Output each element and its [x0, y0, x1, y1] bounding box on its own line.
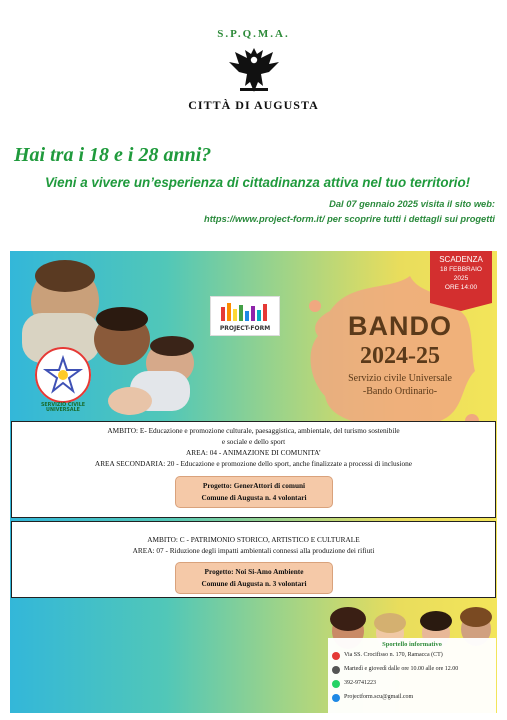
city-name: CITTÀ DI AUGUSTA [188, 98, 319, 112]
info-phone[interactable]: 392-9741223 [344, 680, 376, 686]
clock-icon [332, 666, 340, 674]
website-line[interactable]: https://www.project-form.it/ per scoprire tutti i dettagli sui progetti [204, 214, 495, 224]
project2-area: AREA: 07 - Riduzione degli impatti ambientali connessi alla produzione dei rifiuti [132, 546, 375, 555]
project1-pill [175, 476, 333, 508]
spqma-text: S.P.Q.M.A. [217, 28, 290, 40]
servizio-civile-logo [34, 346, 92, 404]
subheadline: Vieni a vivere un’esperienza di cittadinanza attiva nel tuo territorio! [45, 175, 471, 190]
date-line: Dal 07 gennaio 2025 visita il sito web: [329, 199, 495, 209]
bando-year: 2024-25 [360, 343, 440, 369]
project2-name: Progetto: Noi Si-Amo Ambiente [204, 567, 304, 576]
project-form-label: PROJECT-FORM [219, 325, 271, 332]
bando-poster [10, 251, 497, 713]
info-hours: Martedì e giovedì dalle ore 10.00 alle ore 12.00 [344, 666, 459, 672]
project1-line1: AMBITO: E- Educazione e promozione culturale, paesaggistica, ambientale, del turismo sostenibile [107, 426, 400, 435]
project2-box [11, 521, 496, 598]
headline: Hai tra i 18 e i 28 anni? [14, 144, 212, 166]
augusta-logo [0, 28, 507, 113]
scu-line2: -Bando Ordinario- [362, 386, 438, 397]
project1-area: AREA: 04 - ANIMAZIONE DI COMUNITA’ [185, 448, 321, 457]
project1-name: Progetto: GenerAttori di comuni [202, 481, 306, 490]
location-pin-icon [332, 652, 340, 660]
deadline-time: ORE 14:00 [444, 284, 478, 291]
project-form-logo [210, 296, 280, 336]
info-email[interactable]: Projectform.scu@gmail.com [344, 694, 414, 700]
deadline-date2: 2025 [453, 275, 469, 282]
project1-volunteers: Comune di Augusta n. 4 volontari [201, 493, 307, 502]
project2-volunteers: Comune di Augusta n. 3 volontari [201, 579, 307, 588]
eagle-icon [225, 42, 283, 96]
mail-icon [332, 694, 340, 702]
info-address: Via SS. Crocifisso n. 170, Ramacca (CT) [344, 652, 443, 658]
bars-icon [221, 301, 269, 321]
servizio-civile-text: SERVIZIO CIVILE UNIVERSALE [40, 403, 86, 413]
bando-title: BANDO [348, 311, 452, 341]
deadline-label: SCADENZA [439, 255, 483, 264]
info-card [328, 638, 496, 713]
project2-pill [175, 562, 333, 594]
scu-line1: Servizio civile Universale [348, 373, 452, 384]
project1-line2: e sociale e dello sport [221, 437, 286, 446]
info-title: Sportello informativo [382, 641, 442, 648]
deadline-date1: 18 FEBBRAIO [440, 266, 482, 273]
project1-area-secondaria: AREA SECONDARIA: 20 - Educazione e promozione dello sport, anche finalizzate a processi di inclusione [94, 459, 413, 468]
project2-line1: AMBITO: C - PATRIMONIO STORICO, ARTISTICO E CULTURALE [147, 535, 360, 544]
project1-box [11, 421, 496, 518]
whatsapp-icon [332, 680, 340, 688]
